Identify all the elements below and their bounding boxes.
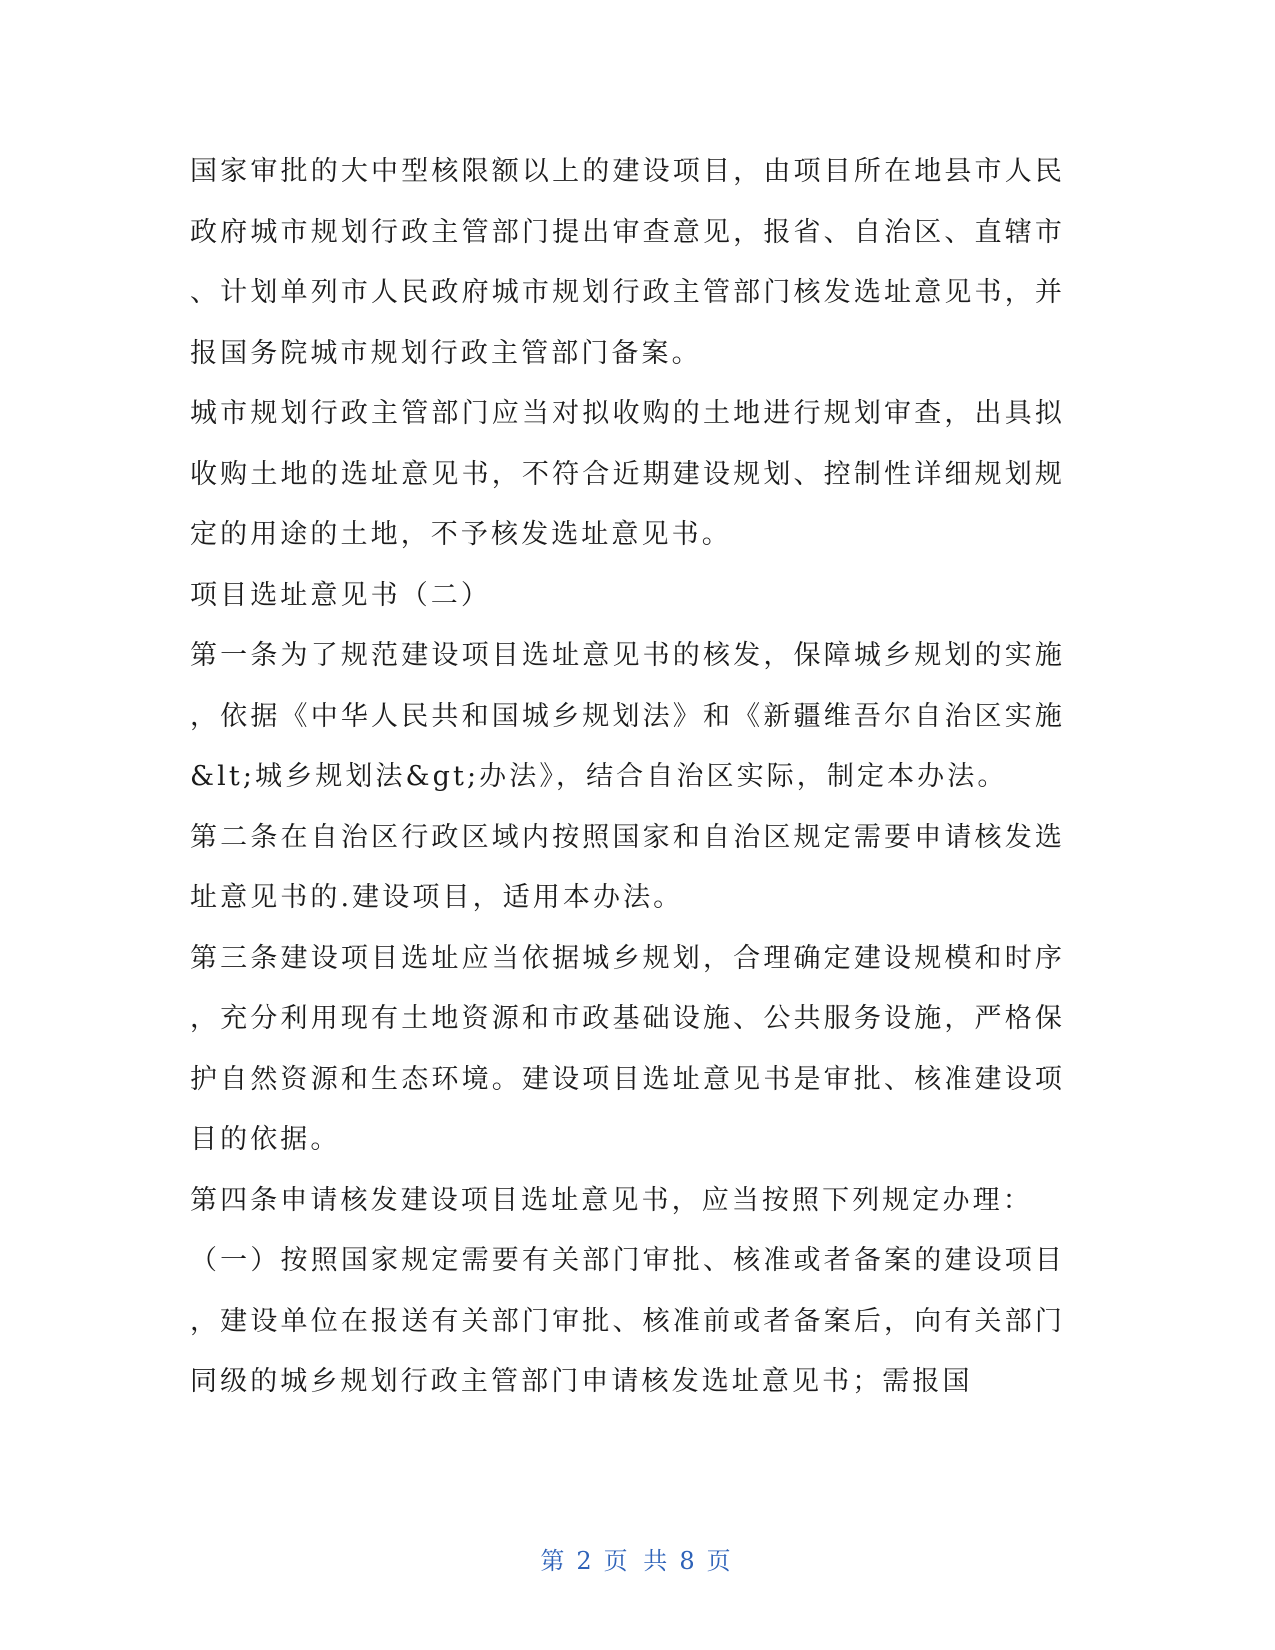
footer-total-pages: 8: [679, 1547, 699, 1575]
footer-prefix: 第: [540, 1547, 569, 1575]
article-3: 第三条建设项目选址应当依据城乡规划，合理确定建设规模和时序，充分利用现有土地资源和市政基础设施、公共服务设施，严格保护自然资源和生态环境。建设项目选址意见书是审批、核准建设项目的依据。: [190, 942, 1065, 1155]
article-1: 第一条为了规范建设项目选址意见书的核发，保障城乡规划的实施，依据《中华人民共和国城乡规划法》和《新疆维吾尔自治区实施&lt;城乡规划法&gt;办法》，结合自治区实际，制定本办法。: [190, 640, 1065, 792]
footer-middle: 页 共: [603, 1547, 672, 1575]
section-heading: 项目选址意见书（二）: [190, 579, 491, 611]
article-4: 第四条申请核发建设项目选址意见书，应当按照下列规定办理：: [190, 1184, 1033, 1216]
page-footer: [0, 1541, 1275, 1576]
paragraph-1: 国家审批的大中型核限额以上的建设项目，由项目所在地县市人民政府城市规划行政主管部门提出审查意见，报省、自治区、直辖市、计划单列市人民政府城市规划行政主管部门核发选址意见书，并报国务院城市规划行政主管部门备案。: [190, 156, 1065, 369]
article-2: 第二条在自治区行政区域内按照国家和自治区规定需要申请核发选址意见书的.建设项目，适用本办法。: [190, 821, 1065, 913]
paragraph-2: 城市规划行政主管部门应当对拟收购的土地进行规划审查，出具拟收购土地的选址意见书，不符合近期建设规划、控制性详细规划规定的用途的土地，不予核发选址意见书。: [190, 398, 1065, 550]
footer-suffix: 页: [706, 1547, 735, 1575]
article-4-item-1: （一）按照国家规定需要有关部门审批、核准或者备案的建设项目，建设单位在报送有关部门审批、核准前或者备案后，向有关部门同级的城乡规划行政主管部门申请核发选址意见书；需报国: [190, 1245, 1065, 1397]
footer-current-page: 2: [576, 1547, 596, 1575]
document-body: [190, 142, 1065, 1413]
